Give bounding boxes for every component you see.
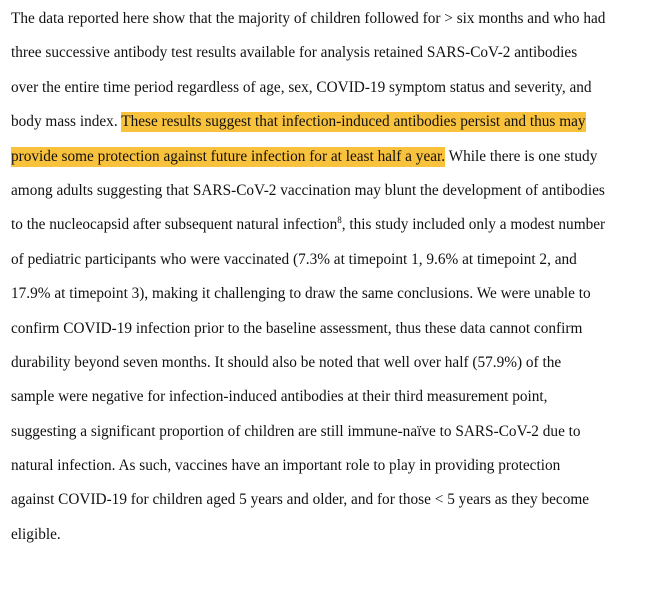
line-text: , this study included only a modest number (341, 216, 606, 234)
line-text: over the entire time period regardless of age, sex, COVID-19 symptom status and severity, and (11, 78, 592, 96)
line-text: durability beyond seven months. It should also be noted that well over half (57.9%) of the (11, 353, 562, 371)
text-line-3 (11, 77, 641, 111)
text-line-16 (11, 524, 641, 558)
highlighted-text[interactable]: provide some protection against future infection for at least half a year. (11, 147, 446, 165)
line-text: natural infection. As such, vaccines have an important role to play in providing protection (11, 457, 561, 475)
line-text: The data reported here show that the majority of children followed for > six months and who had (11, 10, 606, 27)
line-text: body mass index. (11, 113, 118, 131)
text-line-12 (11, 386, 641, 420)
line-text: confirm COVID-19 infection prior to the baseline assessment, thus these data cannot confirm (11, 319, 583, 337)
document-page (11, 8, 641, 558)
text-line-8 (11, 249, 641, 283)
line-text: eligible. (11, 525, 61, 543)
line-text: 17.9% at timepoint 3), making it challenging to draw the same conclusions. We were unable to (11, 285, 591, 303)
line-text: While there is one study (448, 147, 598, 165)
text-line-14 (11, 455, 641, 489)
line-text: against COVID-19 for children aged 5 years and older, and for those < 5 years as they become (11, 491, 590, 509)
text-line-9 (11, 283, 641, 317)
text-line-5 (11, 146, 641, 180)
line-text: suggesting a significant proportion of children are still immune-naïve to SARS-CoV-2 due to (11, 422, 581, 440)
text-line-2 (11, 42, 641, 76)
text-line-15 (11, 489, 641, 523)
line-text: three successive antibody test results available for analysis retained SARS-CoV-2 antibodies (11, 44, 578, 62)
text-line-11 (11, 352, 641, 386)
text-line-7 (11, 214, 641, 248)
line-text: among adults suggesting that SARS-CoV-2 vaccination may blunt the development of antibodies (11, 181, 605, 199)
text-line-10 (11, 318, 641, 352)
line-text: sample were negative for infection-induced antibodies at their third measurement point, (11, 388, 548, 406)
text-line-6 (11, 180, 641, 214)
highlighted-text[interactable]: These results suggest that infection-induced antibodies persist and thus may (121, 113, 586, 131)
line-text: to the nucleocapsid after subsequent natural infection (11, 216, 338, 234)
text-line-4 (11, 111, 641, 145)
line-text: of pediatric participants who were vaccinated (7.3% at timepoint 1, 9.6% at timepoint 2, and (11, 250, 577, 268)
text-line-13 (11, 421, 641, 455)
text-line-1 (11, 8, 641, 42)
citation-superscript[interactable]: 8 (337, 215, 342, 226)
